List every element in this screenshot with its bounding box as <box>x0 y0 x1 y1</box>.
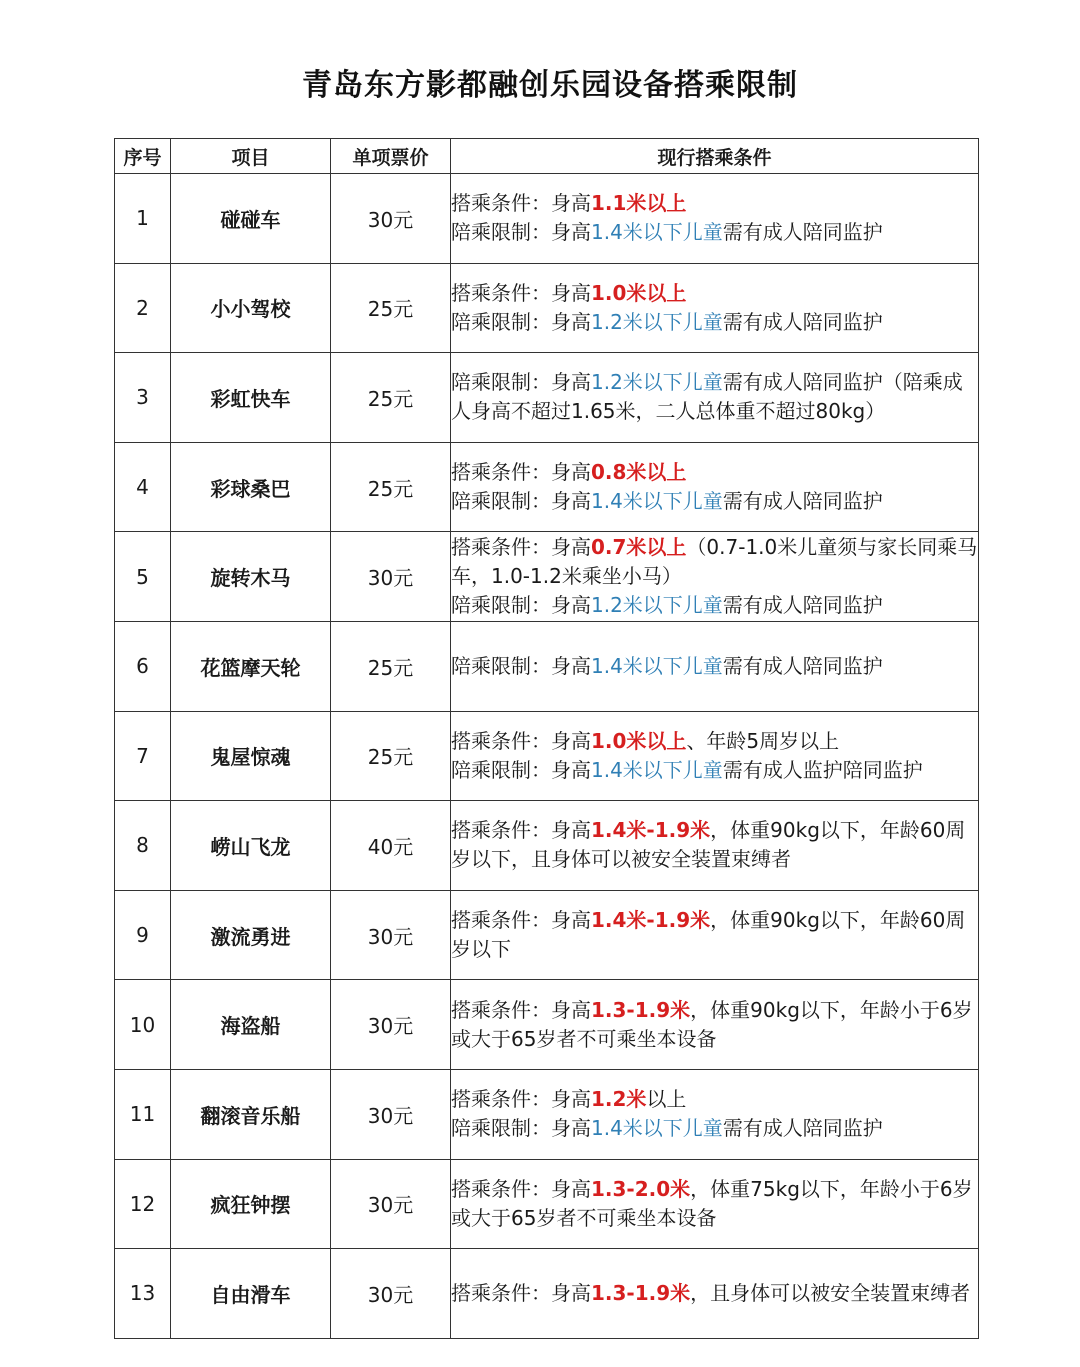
height-requirement: 1.3-1.9米 <box>591 1280 691 1305</box>
height-requirement: 0.8米以上 <box>591 460 687 485</box>
ticket-price: 25元 <box>331 442 451 532</box>
table-row <box>115 711 979 801</box>
ride-name: 海盗船 <box>171 980 331 1070</box>
child-height-limit: 1.4米以下儿童 <box>591 220 723 245</box>
row-number: 9 <box>115 890 171 980</box>
ticket-price: 40元 <box>331 801 451 891</box>
condition-text: 陪乘限制：身高 <box>451 593 591 618</box>
row-number: 6 <box>115 621 171 711</box>
ride-conditions <box>451 174 979 264</box>
height-requirement: 1.1米以上 <box>591 191 687 216</box>
table-body <box>115 174 979 1339</box>
condition-text: 搭乘条件：身高 <box>451 535 591 560</box>
row-number: 2 <box>115 263 171 353</box>
table-row <box>115 353 979 443</box>
condition-text: 陪乘限制：身高 <box>451 309 591 334</box>
ride-conditions <box>451 263 979 353</box>
condition-text: 搭乘条件：身高 <box>451 1176 591 1201</box>
condition-text: 搭乘条件：身高 <box>451 908 591 933</box>
ticket-price: 30元 <box>331 1249 451 1339</box>
child-height-limit: 1.2米以下儿童 <box>591 309 723 334</box>
row-number: 7 <box>115 711 171 801</box>
ride-conditions <box>451 980 979 1070</box>
condition-text: 需有成人陪同监护（陪乘成人身高不超过1.65米，二人总体重不超过80kg） <box>451 370 963 424</box>
condition-text: ，体重90kg以下，年龄小于6岁或大于65岁者不可乘坐本设备 <box>451 997 973 1051</box>
condition-line <box>451 308 978 337</box>
condition-text: 搭乘条件：身高 <box>451 818 591 843</box>
child-height-limit: 1.4米以下儿童 <box>591 653 723 678</box>
ticket-price: 30元 <box>331 890 451 980</box>
header-name: 项目 <box>171 139 331 174</box>
table-row <box>115 621 979 711</box>
child-height-limit: 1.4米以下儿童 <box>591 1116 723 1141</box>
table-row <box>115 980 979 1070</box>
ride-name: 彩虹快车 <box>171 353 331 443</box>
ride-conditions <box>451 353 979 443</box>
ride-conditions <box>451 442 979 532</box>
table-row <box>115 1249 979 1339</box>
table-row <box>115 532 979 622</box>
condition-line <box>451 652 978 681</box>
row-number: 5 <box>115 532 171 622</box>
ride-name: 碰碰车 <box>171 174 331 264</box>
ticket-price: 30元 <box>331 980 451 1070</box>
condition-line <box>451 533 978 591</box>
row-number: 1 <box>115 174 171 264</box>
condition-text: 陪乘限制：身高 <box>451 653 591 678</box>
ride-name: 小小驾校 <box>171 263 331 353</box>
row-number: 4 <box>115 442 171 532</box>
table-row <box>115 442 979 532</box>
condition-line <box>451 487 978 516</box>
ride-name: 崂山飞龙 <box>171 801 331 891</box>
height-requirement: 1.0米以上 <box>591 280 687 305</box>
condition-text: ，体重75kg以下，年龄小于6岁或大于65岁者不可乘坐本设备 <box>451 1176 973 1230</box>
ticket-price: 25元 <box>331 353 451 443</box>
ticket-price: 30元 <box>331 532 451 622</box>
table-row <box>115 1159 979 1249</box>
table-row <box>115 263 979 353</box>
condition-text: 搭乘条件：身高 <box>451 1087 591 1112</box>
condition-line <box>451 189 978 218</box>
condition-text: 陪乘限制：身高 <box>451 1116 591 1141</box>
height-requirement: 1.4米-1.9米 <box>591 908 711 933</box>
row-number: 13 <box>115 1249 171 1339</box>
condition-text: 陪乘限制：身高 <box>451 370 591 395</box>
ride-name: 疯狂钟摆 <box>171 1159 331 1249</box>
condition-line <box>451 756 978 785</box>
table-header-row <box>115 139 979 174</box>
table-row <box>115 1069 979 1159</box>
condition-text: 需有成人陪同监护 <box>722 489 883 514</box>
ride-name: 花篮摩天轮 <box>171 621 331 711</box>
header-no: 序号 <box>115 139 171 174</box>
row-number: 8 <box>115 801 171 891</box>
condition-text: 搭乘条件：身高 <box>451 728 591 753</box>
row-number: 10 <box>115 980 171 1070</box>
height-requirement: 1.3-2.0米 <box>591 1176 691 1201</box>
table-row <box>115 801 979 891</box>
condition-line <box>451 1175 978 1233</box>
condition-line <box>451 996 978 1054</box>
ride-name: 翻滚音乐船 <box>171 1069 331 1159</box>
row-number: 3 <box>115 353 171 443</box>
ride-name: 彩球桑巴 <box>171 442 331 532</box>
ride-name: 鬼屋惊魂 <box>171 711 331 801</box>
condition-text: 搭乘条件：身高 <box>451 1280 591 1305</box>
ride-conditions <box>451 621 979 711</box>
condition-text: 搭乘条件：身高 <box>451 191 591 216</box>
condition-line <box>451 1279 978 1308</box>
ride-conditions <box>451 532 979 622</box>
condition-text: 、年龄5周岁以上 <box>686 728 840 753</box>
condition-line <box>451 727 978 756</box>
condition-line <box>451 591 978 620</box>
ticket-price: 30元 <box>331 1159 451 1249</box>
condition-text: 需有成人监护陪同监护 <box>722 757 923 782</box>
condition-text: 需有成人陪同监护 <box>722 653 883 678</box>
ticket-price: 30元 <box>331 174 451 264</box>
condition-line <box>451 368 978 426</box>
ride-conditions <box>451 801 979 891</box>
table-row <box>115 890 979 980</box>
child-height-limit: 1.2米以下儿童 <box>591 593 723 618</box>
ticket-price: 25元 <box>331 711 451 801</box>
height-requirement: 1.0米以上 <box>591 728 687 753</box>
height-requirement: 1.4米-1.9米 <box>591 818 711 843</box>
height-requirement: 0.7米以上 <box>591 535 687 560</box>
header-conditions: 现行搭乘条件 <box>451 139 979 174</box>
condition-line <box>451 816 978 874</box>
condition-text: 需有成人陪同监护 <box>722 309 883 334</box>
height-requirement: 1.3-1.9米 <box>591 997 691 1022</box>
ride-conditions <box>451 890 979 980</box>
ticket-price: 25元 <box>331 621 451 711</box>
condition-line <box>451 458 978 487</box>
ride-restrictions-table <box>114 138 979 1339</box>
ticket-price: 30元 <box>331 1069 451 1159</box>
ride-name: 自由滑车 <box>171 1249 331 1339</box>
condition-text: 陪乘限制：身高 <box>451 220 591 245</box>
child-height-limit: 1.4米以下儿童 <box>591 757 723 782</box>
condition-text: 陪乘限制：身高 <box>451 757 591 782</box>
condition-line <box>451 1085 978 1114</box>
ride-conditions <box>451 1069 979 1159</box>
condition-text: 搭乘条件：身高 <box>451 280 591 305</box>
condition-text: ，且身体可以被安全装置束缚者 <box>690 1280 971 1305</box>
ride-name: 激流勇进 <box>171 890 331 980</box>
condition-line <box>451 906 978 964</box>
ticket-price: 25元 <box>331 263 451 353</box>
row-number: 11 <box>115 1069 171 1159</box>
condition-text: 需有成人陪同监护 <box>722 220 883 245</box>
ride-conditions <box>451 1159 979 1249</box>
condition-text: ，体重90kg以下，年龄60周岁以下，且身体可以被安全装置束缚者 <box>451 818 966 872</box>
header-price: 单项票价 <box>331 139 451 174</box>
ride-name: 旋转木马 <box>171 532 331 622</box>
condition-text: 需有成人陪同监护 <box>722 593 883 618</box>
condition-line <box>451 218 978 247</box>
condition-text: 搭乘条件：身高 <box>451 997 591 1022</box>
condition-text: （0.7-1.0米儿童须与家长同乘马车，1.0-1.2米乘坐小马） <box>451 535 978 589</box>
condition-text: 以上 <box>646 1087 687 1112</box>
condition-text: 陪乘限制：身高 <box>451 489 591 514</box>
ride-conditions <box>451 1249 979 1339</box>
row-number: 12 <box>115 1159 171 1249</box>
page-title: 青岛东方影都融创乐园设备搭乘限制 <box>302 68 798 103</box>
condition-line <box>451 1114 978 1143</box>
child-height-limit: 1.4米以下儿童 <box>591 489 723 514</box>
table-row <box>115 174 979 264</box>
condition-text: 搭乘条件：身高 <box>451 460 591 485</box>
height-requirement: 1.2米 <box>591 1087 647 1112</box>
condition-line <box>451 279 978 308</box>
condition-text: ，体重90kg以下，年龄60周岁以下 <box>451 908 966 962</box>
child-height-limit: 1.2米以下儿童 <box>591 370 723 395</box>
ride-conditions <box>451 711 979 801</box>
condition-text: 需有成人陪同监护 <box>722 1116 883 1141</box>
